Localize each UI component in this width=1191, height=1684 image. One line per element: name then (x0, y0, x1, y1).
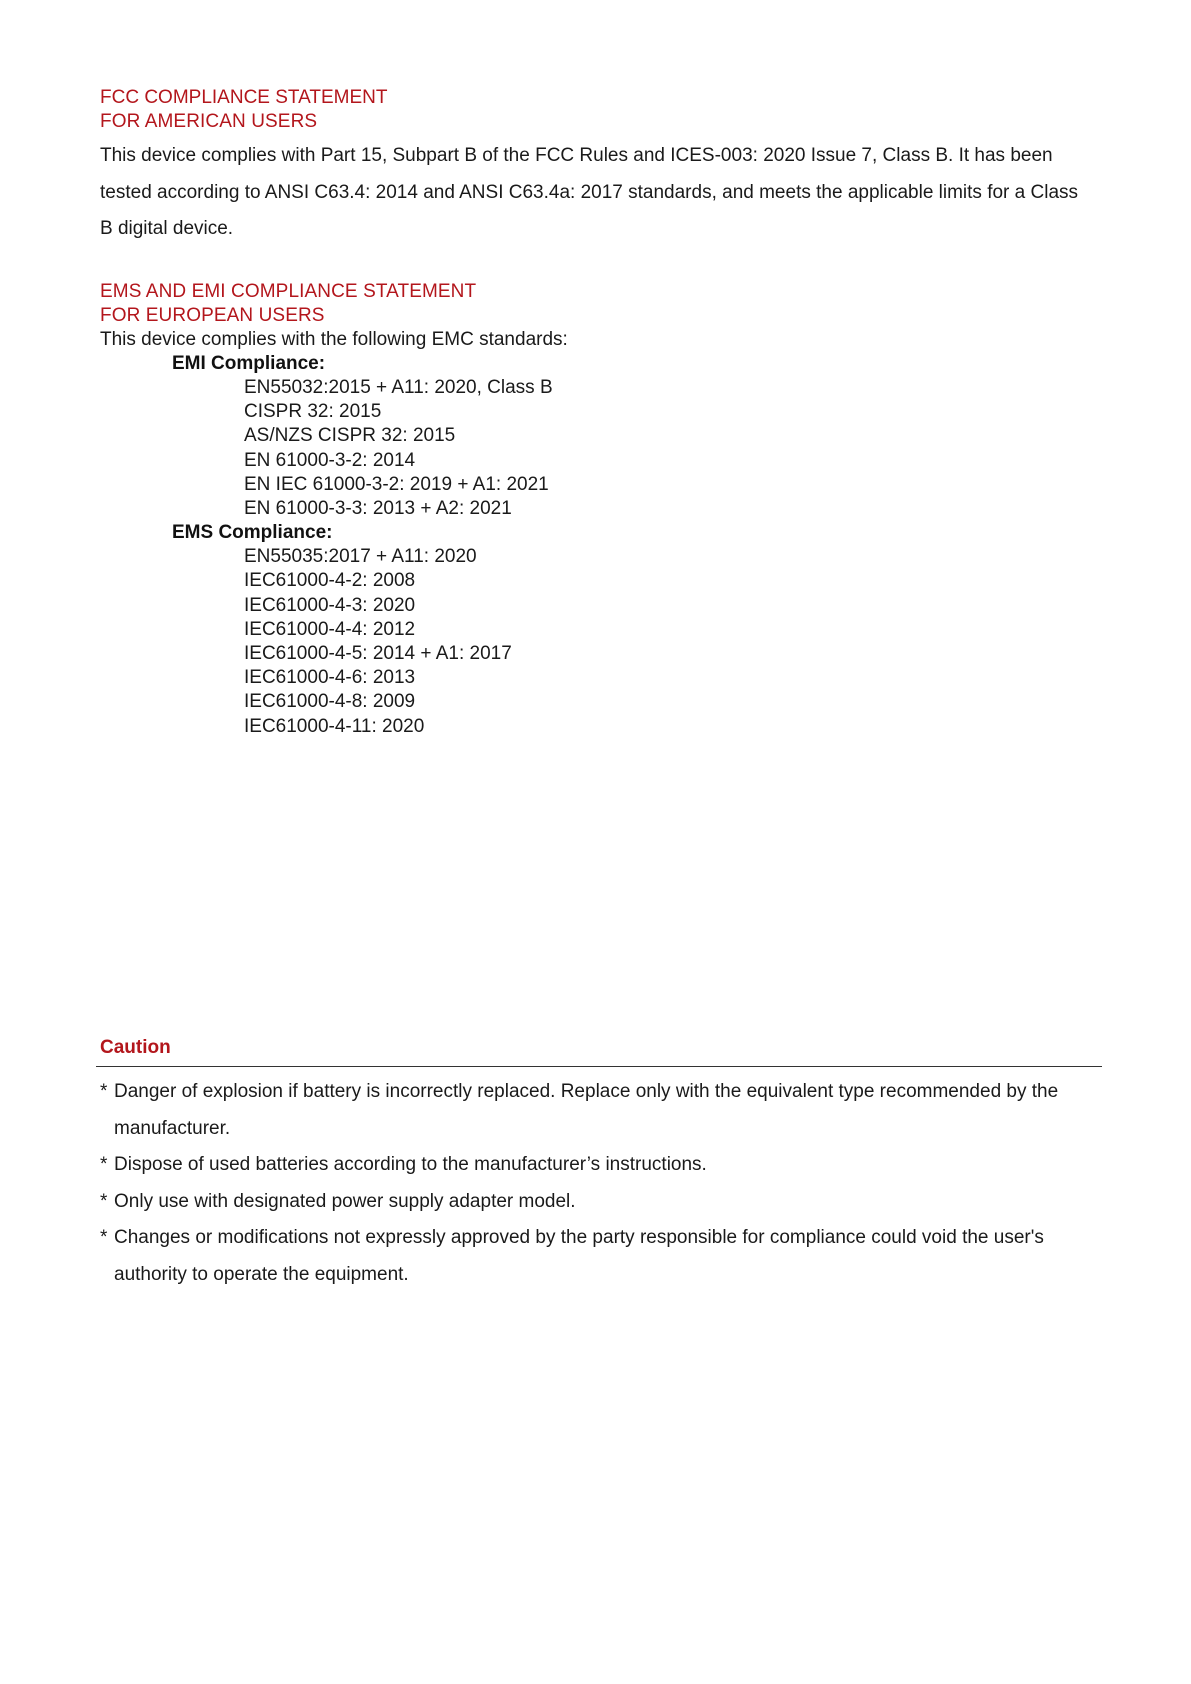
caution-item (100, 1220, 1100, 1293)
asterisk-bullet: * (100, 1227, 108, 1248)
emi-standard-item: EN IEC 61000-3-2: 2019 + A1: 2021 (244, 473, 549, 495)
ems-standard-item: EN55035:2017 + A11: 2020 (244, 546, 477, 568)
ems-standard-item: IEC61000-4-3: 2020 (244, 594, 416, 616)
ems-emi-compliance-section (100, 280, 1100, 739)
emi-standard-item: AS/NZS CISPR 32: 2015 (244, 425, 456, 447)
fcc-compliance-section (100, 86, 1100, 248)
caution-item-text: Changes or modifications not expressly approved by the party responsible for compliance could void the user's authority to operate the equipment. (114, 1227, 1044, 1285)
emi-standard-item: CISPR 32: 2015 (244, 401, 382, 423)
caution-item-text: Danger of explosion if battery is incorrectly replaced. Replace only with the equivalent type recommended by the manufacturer. (114, 1081, 1059, 1139)
caution-item (100, 1147, 1100, 1184)
caution-divider (96, 1066, 1102, 1067)
ems-compliance-title: EMS Compliance: (172, 522, 333, 544)
ems-standard-item: IEC61000-4-8: 2009 (244, 691, 416, 713)
caution-section (100, 1036, 1100, 1285)
caution-item-text: Only use with designated power supply adapter model. (114, 1190, 576, 1212)
caution-title: Caution (100, 1037, 171, 1058)
caution-item-text: Dispose of used batteries according to the manufacturer’s instructions. (114, 1154, 707, 1175)
asterisk-bullet: * (100, 1154, 108, 1175)
emi-standard-item: EN 61000-3-3: 2013 + A2: 2021 (244, 498, 512, 520)
fcc-statement-body: This device complies with Part 15, Subpart B of the FCC Rules and ICES-003: 2020 Issue 7, Class B. It has been tested according to ANSI C63.4: 2014 and ANSI C63.4a: 2017 standards, and meets the applicable limits for a Class B digital device. (100, 145, 1079, 239)
emi-standard-item: EN55032:2015 + A11: 2020, Class B (244, 377, 553, 398)
asterisk-bullet: * (100, 1081, 108, 1102)
emi-compliance-title: EMI Compliance: (172, 353, 326, 374)
caution-list (100, 1074, 1100, 1293)
ems-standard-item: IEC61000-4-5: 2014 + A1: 2017 (244, 643, 512, 665)
asterisk-bullet: * (100, 1190, 108, 1212)
ems-standard-item: IEC61000-4-2: 2008 (244, 570, 416, 592)
ems-heading-line1: EMS AND EMI COMPLIANCE STATEMENT (100, 281, 477, 302)
caution-item (100, 1184, 1100, 1221)
ems-heading-line2: FOR EUROPEAN USERS (100, 305, 325, 326)
ems-standard-item: IEC61000-4-6: 2013 (244, 667, 416, 689)
ems-standard-item: IEC61000-4-4: 2012 (244, 618, 416, 640)
fcc-heading-line2: FOR AMERICAN USERS (100, 111, 318, 132)
emi-standards-list (100, 376, 1100, 521)
ems-intro-text: This device complies with the following EMC standards: (100, 329, 568, 350)
ems-standards-list (100, 545, 1100, 739)
fcc-heading-line1: FCC COMPLIANCE STATEMENT (100, 87, 388, 108)
ems-standard-item: IEC61000-4-11: 2020 (244, 715, 425, 737)
emi-standard-item: EN 61000-3-2: 2014 (244, 449, 416, 471)
caution-item (100, 1074, 1100, 1147)
